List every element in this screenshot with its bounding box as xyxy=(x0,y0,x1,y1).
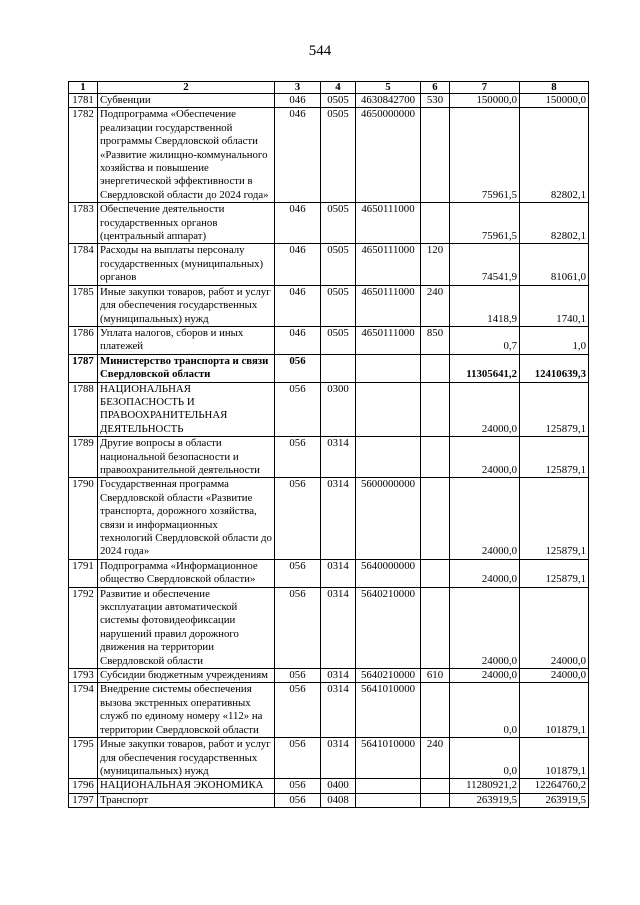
admin-code: 056 xyxy=(275,669,321,683)
header-row xyxy=(69,82,589,94)
amount-2023: 0,0 xyxy=(450,738,520,779)
table-row xyxy=(69,108,589,203)
section-code: 0408 xyxy=(321,793,356,807)
amount-2023: 24000,0 xyxy=(450,559,520,587)
table-row xyxy=(69,437,589,478)
amount-2024: 150000,0 xyxy=(520,94,589,108)
target-code: 5640210000 xyxy=(356,669,421,683)
row-name: Транспорт xyxy=(98,793,275,807)
section-code: 0314 xyxy=(321,587,356,668)
row-name: Развитие и обеспечение эксплуатации автоматической системы фотовидеофиксации нарушений правил дорожного движения на территории Свердловской области xyxy=(98,587,275,668)
table-row xyxy=(69,382,589,437)
expense-type xyxy=(421,793,450,807)
column-header-5: 5 xyxy=(356,82,421,94)
table-row xyxy=(69,326,589,354)
section-code: 0314 xyxy=(321,738,356,779)
row-name: НАЦИОНАЛЬНАЯ БЕЗОПАСНОСТЬ И ПРАВООХРАНИТЕЛЬНАЯ ДЕЯТЕЛЬНОСТЬ xyxy=(98,382,275,437)
column-header-4: 4 xyxy=(321,82,356,94)
amount-2024: 24000,0 xyxy=(520,587,589,668)
target-code: 4650111000 xyxy=(356,244,421,285)
table-body xyxy=(69,94,589,808)
column-header-6: 6 xyxy=(421,82,450,94)
admin-code: 056 xyxy=(275,437,321,478)
row-number: 1785 xyxy=(69,285,98,326)
amount-2023: 263919,5 xyxy=(450,793,520,807)
amount-2023: 1418,9 xyxy=(450,285,520,326)
section-code: 0314 xyxy=(321,478,356,559)
row-number: 1784 xyxy=(69,244,98,285)
section-code: 0505 xyxy=(321,326,356,354)
page-number: 544 xyxy=(308,43,332,59)
row-number: 1781 xyxy=(69,94,98,108)
amount-2023: 24000,0 xyxy=(450,478,520,559)
target-code xyxy=(356,354,421,382)
section-code: 0505 xyxy=(321,203,356,244)
amount-2024: 101879,1 xyxy=(520,738,589,779)
section-code: 0505 xyxy=(321,285,356,326)
amount-2023: 75961,5 xyxy=(450,203,520,244)
amount-2024: 1740,1 xyxy=(520,285,589,326)
table-row xyxy=(69,587,589,668)
table-row xyxy=(69,793,589,807)
admin-code: 056 xyxy=(275,559,321,587)
admin-code: 046 xyxy=(275,326,321,354)
amount-2024: 81061,0 xyxy=(520,244,589,285)
budget-table xyxy=(68,81,589,808)
table-row xyxy=(69,94,589,108)
row-name: Субсидии бюджетным учреждениям xyxy=(98,669,275,683)
table-row xyxy=(69,779,589,793)
admin-code: 056 xyxy=(275,382,321,437)
admin-code: 046 xyxy=(275,244,321,285)
section-code: 0400 xyxy=(321,779,356,793)
amount-2023: 24000,0 xyxy=(450,382,520,437)
target-code: 4650111000 xyxy=(356,326,421,354)
column-header-3: 3 xyxy=(275,82,321,94)
table-row xyxy=(69,669,589,683)
expense-type xyxy=(421,437,450,478)
admin-code: 056 xyxy=(275,683,321,738)
section-code: 0314 xyxy=(321,669,356,683)
target-code: 4650000000 xyxy=(356,108,421,203)
admin-code: 046 xyxy=(275,108,321,203)
expense-type: 240 xyxy=(421,738,450,779)
amount-2023: 11280921,2 xyxy=(450,779,520,793)
expense-type xyxy=(421,203,450,244)
admin-code: 046 xyxy=(275,94,321,108)
row-name: Субвенции xyxy=(98,94,275,108)
amount-2023: 11305641,2 xyxy=(450,354,520,382)
admin-code: 056 xyxy=(275,354,321,382)
section-code: 0505 xyxy=(321,108,356,203)
target-code: 5640000000 xyxy=(356,559,421,587)
amount-2024: 125879,1 xyxy=(520,559,589,587)
table-row xyxy=(69,683,589,738)
admin-code: 046 xyxy=(275,285,321,326)
row-number: 1796 xyxy=(69,779,98,793)
table-row xyxy=(69,478,589,559)
expense-type xyxy=(421,587,450,668)
section-code: 0314 xyxy=(321,437,356,478)
expense-type xyxy=(421,108,450,203)
expense-type xyxy=(421,683,450,738)
row-number: 1794 xyxy=(69,683,98,738)
expense-type xyxy=(421,559,450,587)
target-code xyxy=(356,793,421,807)
row-name: Иные закупки товаров, работ и услуг для обеспечения государственных (муниципальных) нужд xyxy=(98,285,275,326)
target-code xyxy=(356,382,421,437)
row-name: Подпрограмма «Информационное общество Свердловской области» xyxy=(98,559,275,587)
row-number: 1795 xyxy=(69,738,98,779)
row-number: 1790 xyxy=(69,478,98,559)
expense-type: 120 xyxy=(421,244,450,285)
amount-2024: 125879,1 xyxy=(520,437,589,478)
section-code: 0505 xyxy=(321,244,356,285)
row-number: 1787 xyxy=(69,354,98,382)
section-code: 0314 xyxy=(321,683,356,738)
target-code: 5600000000 xyxy=(356,478,421,559)
row-name: Министерство транспорта и связи Свердловской области xyxy=(98,354,275,382)
row-number: 1797 xyxy=(69,793,98,807)
row-name: Государственная программа Свердловской области «Развитие транспорта, дорожного хозяйства, связи и информационных технологий Свердловской области до 2024 года» xyxy=(98,478,275,559)
row-name: Иные закупки товаров, работ и услуг для обеспечения государственных (муниципальных) нужд xyxy=(98,738,275,779)
row-number: 1786 xyxy=(69,326,98,354)
amount-2023: 24000,0 xyxy=(450,437,520,478)
expense-type xyxy=(421,382,450,437)
row-name: Уплата налогов, сборов и иных платежей xyxy=(98,326,275,354)
amount-2023: 0,0 xyxy=(450,683,520,738)
admin-code: 056 xyxy=(275,793,321,807)
admin-code: 056 xyxy=(275,478,321,559)
table-row xyxy=(69,285,589,326)
amount-2024: 101879,1 xyxy=(520,683,589,738)
target-code: 4650111000 xyxy=(356,285,421,326)
target-code: 5641010000 xyxy=(356,738,421,779)
amount-2024: 82802,1 xyxy=(520,108,589,203)
row-name: Другие вопросы в области национальной безопасности и правоохранительной деятельности xyxy=(98,437,275,478)
target-code: 5640210000 xyxy=(356,587,421,668)
amount-2023: 150000,0 xyxy=(450,94,520,108)
amount-2023: 24000,0 xyxy=(450,669,520,683)
expense-type: 850 xyxy=(421,326,450,354)
target-code xyxy=(356,779,421,793)
row-name: Расходы на выплаты персоналу государственных (муниципальных) органов xyxy=(98,244,275,285)
amount-2023: 74541,9 xyxy=(450,244,520,285)
section-code: 0300 xyxy=(321,382,356,437)
row-number: 1783 xyxy=(69,203,98,244)
target-code: 4650111000 xyxy=(356,203,421,244)
amount-2023: 75961,5 xyxy=(450,108,520,203)
amount-2024: 125879,1 xyxy=(520,478,589,559)
row-number: 1792 xyxy=(69,587,98,668)
column-header-8: 8 xyxy=(520,82,589,94)
admin-code: 046 xyxy=(275,203,321,244)
row-name: НАЦИОНАЛЬНАЯ ЭКОНОМИКА xyxy=(98,779,275,793)
admin-code: 056 xyxy=(275,779,321,793)
admin-code: 056 xyxy=(275,587,321,668)
expense-type: 530 xyxy=(421,94,450,108)
row-name: Обеспечение деятельности государственных органов (центральный аппарат) xyxy=(98,203,275,244)
amount-2024: 263919,5 xyxy=(520,793,589,807)
column-header-2: 2 xyxy=(98,82,275,94)
row-number: 1788 xyxy=(69,382,98,437)
admin-code: 056 xyxy=(275,738,321,779)
row-number: 1789 xyxy=(69,437,98,478)
target-code: 4630842700 xyxy=(356,94,421,108)
target-code: 5641010000 xyxy=(356,683,421,738)
section-code: 0314 xyxy=(321,559,356,587)
column-header-7: 7 xyxy=(450,82,520,94)
target-code xyxy=(356,437,421,478)
table-row xyxy=(69,203,589,244)
row-name: Внедрение системы обеспечения вызова экстренных оперативных служб по единому номеру «112» на территории Свердловской области xyxy=(98,683,275,738)
row-name: Подпрограмма «Обеспечение реализации государственной программы Свердловской области «Развитие жилищно-коммунального хозяйства и повышение энергетической эффективности в Свердловской области до 2024 года» xyxy=(98,108,275,203)
column-header-1: 1 xyxy=(69,82,98,94)
amount-2023: 24000,0 xyxy=(450,587,520,668)
amount-2024: 125879,1 xyxy=(520,382,589,437)
expense-type: 610 xyxy=(421,669,450,683)
amount-2024: 1,0 xyxy=(520,326,589,354)
amount-2024: 82802,1 xyxy=(520,203,589,244)
expense-type xyxy=(421,354,450,382)
table-row xyxy=(69,738,589,779)
section-code: 0505 xyxy=(321,94,356,108)
row-number: 1782 xyxy=(69,108,98,203)
amount-2024: 12410639,3 xyxy=(520,354,589,382)
expense-type xyxy=(421,779,450,793)
amount-2024: 24000,0 xyxy=(520,669,589,683)
table-row xyxy=(69,559,589,587)
table-row xyxy=(69,244,589,285)
amount-2024: 12264760,2 xyxy=(520,779,589,793)
amount-2023: 0,7 xyxy=(450,326,520,354)
section-code xyxy=(321,354,356,382)
table-row xyxy=(69,354,589,382)
row-number: 1793 xyxy=(69,669,98,683)
expense-type xyxy=(421,478,450,559)
expense-type: 240 xyxy=(421,285,450,326)
row-number: 1791 xyxy=(69,559,98,587)
